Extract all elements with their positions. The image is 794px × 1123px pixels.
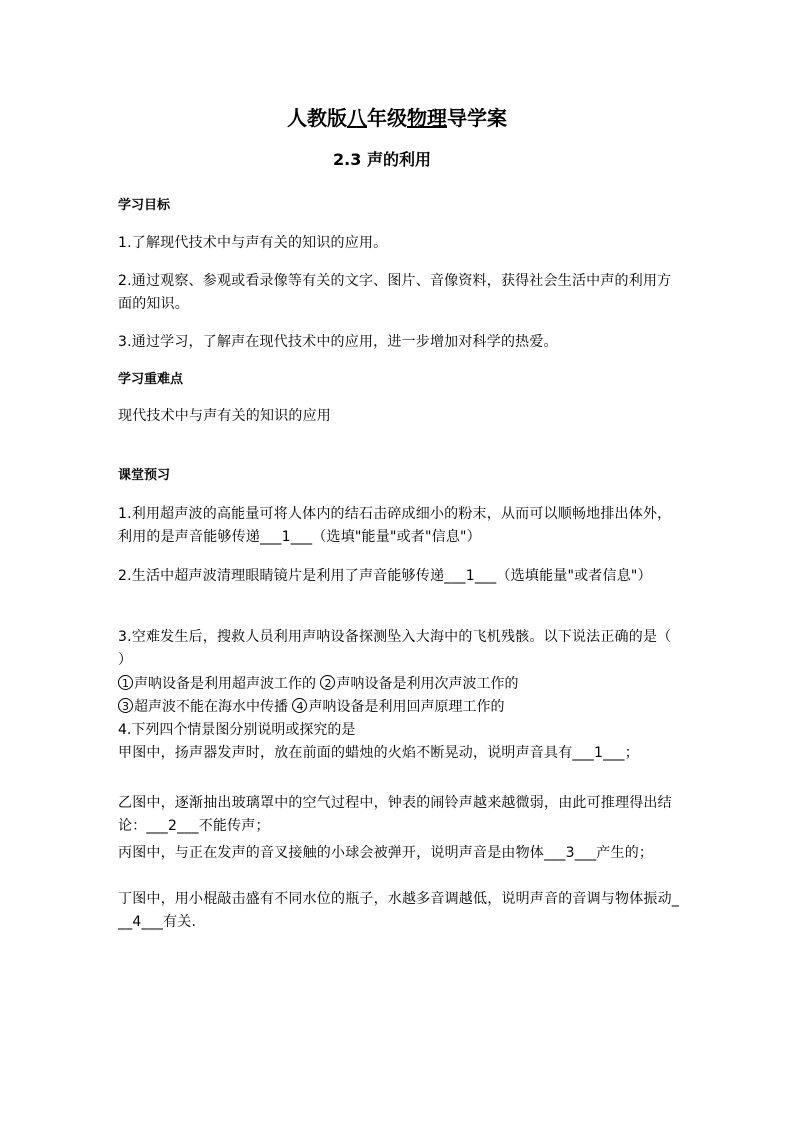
- question-3-options-row-1: [118, 673, 683, 696]
- question-4: 4.下列四个情景图分别说明或探究的是: [118, 722, 356, 738]
- option-marker-4: 4: [292, 698, 307, 713]
- question-3-options-row-2: [118, 696, 683, 719]
- key-points-heading: 学习重难点: [118, 372, 184, 387]
- question-4-bing: 丙图中，与正在发声的音叉接触的小球会被弹开，说明声音是由物体___3___产生的；: [118, 845, 654, 861]
- title-publisher: 人教版: [287, 106, 347, 130]
- page-title: [0, 104, 794, 132]
- question-1: 1.利用超声波的高能量可将人体内的结石击碎成细小的粉末，从而可以顺畅地排出体外，利用的是声音能够传递___1___（选填"能量"或者"信息"）: [118, 506, 672, 545]
- question-3: 3.空难发生后，搜救人员利用声呐设备探测坠入大海中的飞机残骸。以下说法正确的是（ ）: [118, 629, 700, 668]
- option-1-text: 声呐设备是利用超声波工作的: [134, 676, 316, 692]
- preview-heading: 课堂预习: [118, 468, 171, 483]
- title-subject: 物理: [407, 106, 447, 130]
- option-marker-1: 1: [118, 675, 133, 690]
- objective-item-1: 1.了解现代技术中与声有关的知识的应用。: [118, 235, 388, 251]
- question-4-yi: 乙图中，逐渐抽出玻璃罩中的空气过程中，钟表的闹铃声越来越微弱，由此可推理得出结论：___2___不能传声；: [118, 795, 672, 834]
- option-4-text: 声呐设备是利用回声原理工作的: [308, 699, 505, 715]
- option-marker-3: 3: [118, 698, 133, 713]
- title-doc-type: 导学案: [447, 106, 507, 130]
- lesson-title: 2.3 声的利用: [333, 150, 431, 169]
- question-4-ding: 丁图中，用小棍敲击盛有不同水位的瓶子，水越多音调越低，说明声音的音调与物体振动___4___有关.: [118, 891, 679, 930]
- question-4-jia: 甲图中，扬声器发声时，放在前面的蜡烛的火焰不断晃动，说明声音具有___1___；: [118, 745, 639, 761]
- option-marker-2: 2: [320, 675, 335, 690]
- objectives-heading: 学习目标: [118, 198, 171, 213]
- option-3-text: 超声波不能在海水中传播: [134, 699, 288, 715]
- question-2: 2.生活中超声波清理眼睛镜片是利用了声音能够传递___1___（选填能量"或者信息"）: [118, 568, 652, 584]
- objective-item-2: 2.通过观察、参观或看录像等有关的文字、图片、音像资料，获得社会生活中声的利用方面的知识。: [118, 273, 672, 312]
- key-points-text: 现代技术中与声有关的知识的应用: [118, 408, 331, 424]
- option-2-text: 声呐设备是利用次声波工作的: [336, 676, 519, 692]
- title-grade: 八: [347, 106, 367, 130]
- title-grade-suffix: 年级: [367, 106, 407, 130]
- objective-item-3: 3.通过学习，了解声在现代技术中的应用，进一步增加对科学的热爱。: [118, 334, 558, 350]
